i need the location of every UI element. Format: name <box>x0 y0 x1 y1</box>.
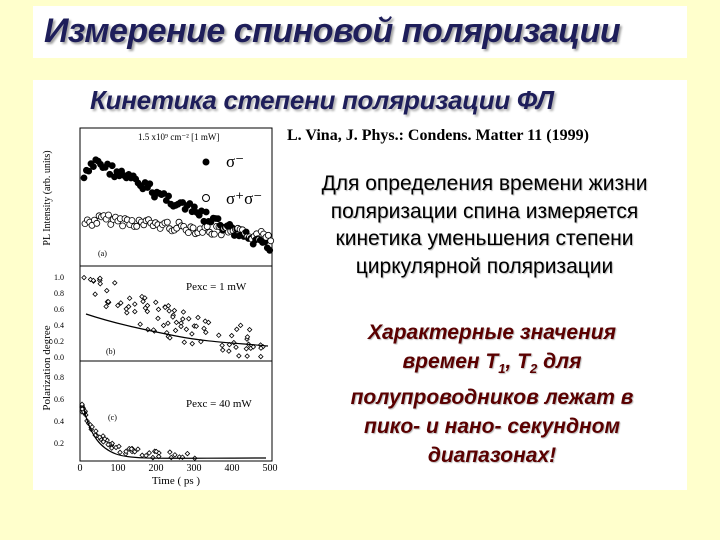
polarization-b-point <box>238 323 242 327</box>
pl-sigma-plus-point <box>190 225 196 231</box>
polarization-b-point <box>245 354 249 358</box>
polarization-b-point <box>187 317 191 321</box>
panel-b-ytick: 0.6 <box>54 305 64 314</box>
polarization-b-point <box>104 304 108 308</box>
polarization-b-point <box>172 308 176 312</box>
t2-subscript: 2 <box>530 361 538 377</box>
panel-b-ytick: 0.2 <box>54 337 64 346</box>
highlight-text <box>307 318 677 470</box>
pl-sigma-plus-point <box>106 212 112 218</box>
polarization-b-point <box>133 309 137 313</box>
x-axis-label: Time ( ps ) <box>151 475 201 487</box>
polarization-b-point <box>113 281 117 285</box>
explanation-text: Для определения времени жизни поляризации спина измеряется кинетика уменьшения степени циркулярной поляризации <box>321 172 648 278</box>
polarization-b-point <box>174 320 178 324</box>
panel-c-data <box>80 402 197 460</box>
slide-subtitle: Кинетика степени поляризации ФЛ <box>90 85 554 115</box>
polarization-b-point <box>181 310 185 314</box>
polarization-b-point <box>259 354 263 358</box>
citation: L. Vina, J. Phys.: Condens. Matter 11 (1999) <box>287 127 589 144</box>
pl-sigma-minus-point <box>203 209 209 215</box>
polarization-c-point <box>168 450 172 454</box>
polarization-c-point <box>185 451 189 455</box>
pl-sigma-plus-point <box>268 238 274 244</box>
polarization-c-point <box>169 455 173 459</box>
panel-b-label: (b) <box>106 347 116 356</box>
highlight-line-2 <box>307 347 677 383</box>
polarization-b-point <box>105 288 109 292</box>
polarization-b-point <box>190 341 194 345</box>
legend-sigma-minus: σ⁻ <box>226 152 245 171</box>
polarization-b-point <box>166 321 170 325</box>
polarization-b-point <box>221 348 225 352</box>
polarization-c-point <box>118 450 122 454</box>
polarization-b-point <box>167 309 171 313</box>
x-tick: 100 <box>110 463 126 474</box>
polarization-b-point <box>98 282 102 286</box>
polarization-b-point <box>184 327 188 331</box>
highlight-line-3: полупроводников лежат в <box>350 386 634 410</box>
legend-open-marker <box>203 195 210 202</box>
highlight-line-2-prefix: времен T <box>402 350 499 373</box>
polarization-b-point <box>190 332 194 336</box>
polarization-b-point <box>182 340 186 344</box>
polarization-b-point <box>247 327 251 331</box>
pl-sigma-minus-point <box>215 216 221 222</box>
polarization-b-point <box>127 296 131 300</box>
x-tick: 400 <box>224 463 240 474</box>
pl-sigma-plus-point <box>134 223 140 229</box>
highlight-line-1: Характерные значения <box>368 321 616 344</box>
polarization-b-point <box>237 354 241 358</box>
polarization-b-point <box>173 328 177 332</box>
panel-b-ytick: 0.8 <box>54 289 64 298</box>
highlight-line-2-suffix: для <box>537 350 582 373</box>
t1-subscript: 1 <box>498 361 506 377</box>
legend-filled-marker <box>203 159 210 166</box>
polarization-b-point <box>196 315 200 319</box>
polarization-b-point <box>138 322 142 326</box>
panel-c-ticks <box>54 373 64 448</box>
polarization-b-point <box>156 307 160 311</box>
polarization-b-point <box>235 327 239 331</box>
polarization-b-point <box>161 323 165 327</box>
highlight-line-4: пико- и нано- секундном <box>364 415 620 439</box>
polarization-b-point <box>227 349 231 353</box>
polarization-b-point <box>82 275 86 279</box>
polarization-ylabel: Polarization degree <box>41 325 53 411</box>
pl-sigma-plus-point <box>265 232 271 238</box>
x-tick: 300 <box>186 463 202 474</box>
polarization-b-point <box>244 347 248 351</box>
panel-b-ytick: 1.0 <box>54 273 64 282</box>
panel-b-ytick: 0.0 <box>54 353 64 362</box>
pl-sigma-minus-point <box>191 204 197 210</box>
panel-c-ytick: 0.8 <box>54 373 64 382</box>
panel-c-ytick: 0.2 <box>54 439 64 448</box>
polarization-b-point <box>179 324 183 328</box>
pl-sigma-plus-point <box>120 223 126 229</box>
panel-c-ytick: 0.6 <box>54 395 64 404</box>
polarization-b-point <box>133 302 137 306</box>
polarization-b-point <box>93 292 97 296</box>
pl-sigma-minus-point <box>86 168 92 174</box>
panel-c-ytick: 0.4 <box>54 417 64 426</box>
panel-b-annotation: Pexc = 1 mW <box>186 281 247 293</box>
pl-sigma-plus-point <box>211 231 217 237</box>
highlight-line-5: диапазонах! <box>427 444 557 468</box>
highlight-line-2-mid: , T <box>505 350 530 373</box>
pl-sigma-minus-point <box>81 175 87 181</box>
pl-sigma-plus-point <box>129 218 135 224</box>
polarization-b-point <box>220 343 224 347</box>
polarization-kinetics-figure <box>36 118 286 488</box>
polarization-b-point <box>234 345 238 349</box>
polarization-b-point <box>156 316 160 320</box>
panel-c-annotation: Pexc = 40 mW <box>186 398 252 410</box>
pl-sigma-minus-point <box>109 163 115 169</box>
polarization-b-point <box>229 333 233 337</box>
panel-b-ticks <box>54 273 64 362</box>
pl-sigma-plus-point <box>94 220 100 226</box>
x-tick: 500 <box>262 463 278 474</box>
polarization-b-point <box>125 311 129 315</box>
pl-sigma-minus-point <box>147 181 153 187</box>
polarization-b-point <box>217 333 221 337</box>
panel-b-ytick: 0.4 <box>54 321 64 330</box>
pl-sigma-minus-point <box>90 164 96 170</box>
pl-sigma-minus-point <box>267 247 273 253</box>
polarization-c-point <box>94 429 98 433</box>
panel-a-label: (a) <box>98 249 107 258</box>
slide-title: Измерение спиновой поляризации <box>44 12 621 50</box>
pl-sigma-minus-point <box>166 193 172 199</box>
panel-a-ylabel: PL Intensity (arb. units) <box>42 150 53 246</box>
pl-sigma-plus-point <box>164 219 170 225</box>
panel-a-header: 1.5 x10⁹ cm⁻² [1 mW] <box>138 132 220 142</box>
x-tick: 200 <box>148 463 164 474</box>
pl-sigma-plus-point <box>185 230 191 236</box>
panel-c-label: (c) <box>108 413 117 422</box>
polarization-b-point <box>154 300 158 304</box>
legend-sigma-plus-minus: σ⁺σ⁻ <box>226 189 263 208</box>
polarization-c-point <box>173 453 177 457</box>
x-tick: 0 <box>77 463 83 474</box>
